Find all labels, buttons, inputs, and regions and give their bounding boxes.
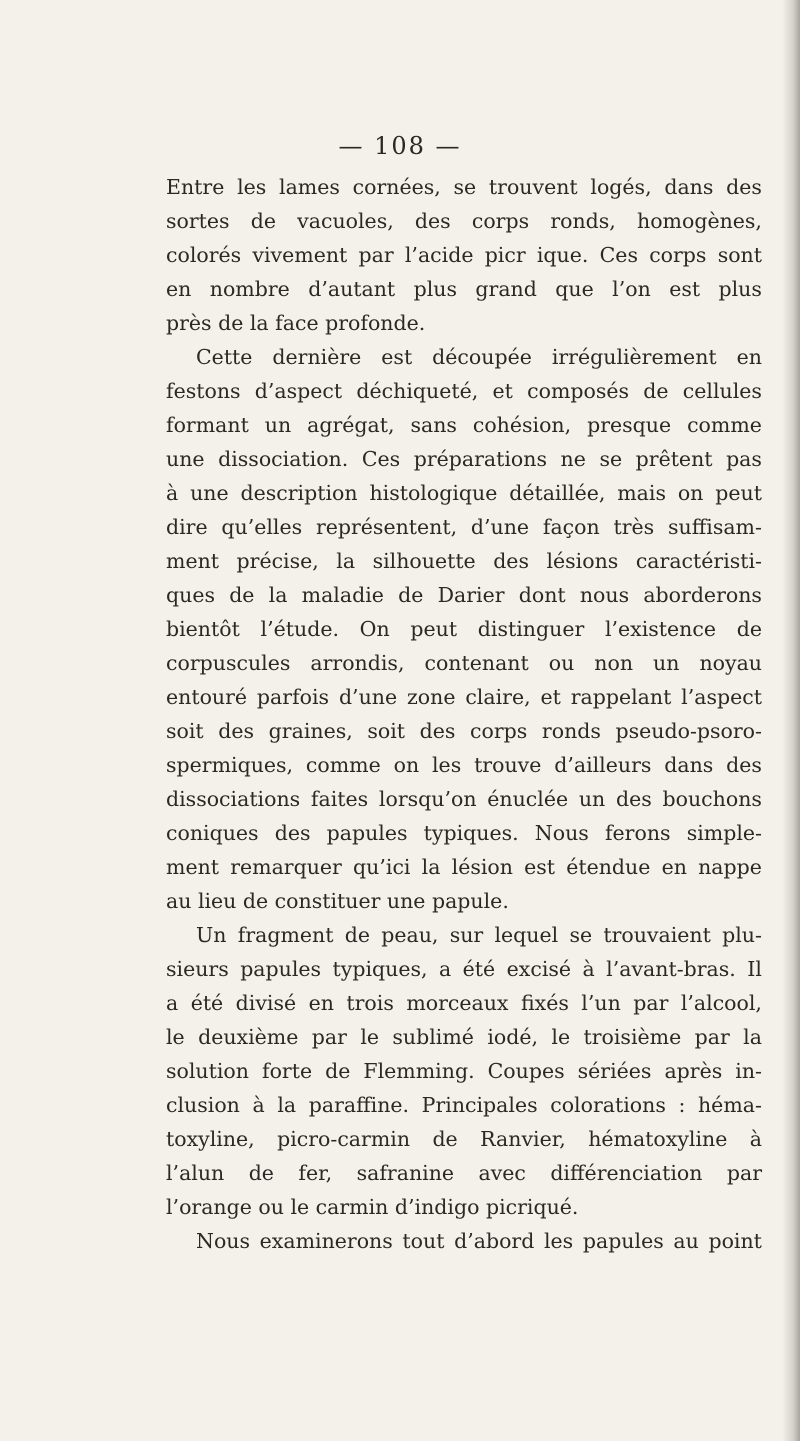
word: nous xyxy=(579,583,630,607)
word: Flemming. xyxy=(363,1059,475,1083)
page-number: — 108 — xyxy=(338,132,462,160)
word: Nous xyxy=(196,1229,251,1253)
word: ronds, xyxy=(550,209,616,233)
word: des xyxy=(726,175,762,199)
word: l’étude. xyxy=(260,617,339,641)
word: est xyxy=(381,345,413,369)
word: dissociations xyxy=(166,787,301,811)
text-line xyxy=(166,816,762,850)
text-line xyxy=(166,646,762,680)
word: l’existence xyxy=(604,617,716,641)
word: de xyxy=(643,379,669,403)
word: trouvaient xyxy=(603,923,711,947)
word: étendue xyxy=(566,855,651,879)
word: safranine xyxy=(356,1161,455,1185)
word: homogènes, xyxy=(637,209,762,233)
word: les xyxy=(543,1229,574,1253)
word: suffisam- xyxy=(667,515,762,539)
word: distinguer xyxy=(477,617,585,641)
text-line xyxy=(166,986,762,1020)
word: précise, xyxy=(236,549,319,573)
word: parfois xyxy=(256,685,330,709)
text-line: au lieu de constituer une papule. xyxy=(166,889,509,913)
word: lésion xyxy=(451,855,513,879)
word: des xyxy=(615,787,652,811)
text-line xyxy=(166,680,762,714)
word: solution xyxy=(166,1059,249,1083)
word: de xyxy=(398,583,424,607)
word: par xyxy=(726,1161,762,1185)
word: à xyxy=(749,1127,762,1151)
word: ronds xyxy=(541,719,601,743)
page-edge-shadow xyxy=(782,0,800,1441)
word: le xyxy=(551,1025,571,1049)
word: ferons xyxy=(604,821,671,845)
word: on xyxy=(677,481,704,505)
text-line xyxy=(166,476,762,510)
word: été xyxy=(190,991,224,1015)
word: bouchons xyxy=(662,787,762,811)
word: Il xyxy=(747,957,762,981)
text-line xyxy=(166,170,762,204)
word: qu’ici xyxy=(353,855,411,879)
word: des xyxy=(274,821,311,845)
word: de xyxy=(432,1127,458,1151)
word: Ces xyxy=(599,243,638,267)
word: la xyxy=(743,1025,762,1049)
word: papules xyxy=(326,821,408,845)
word: peut xyxy=(715,481,762,505)
word: est xyxy=(524,855,556,879)
word: dernière xyxy=(272,345,362,369)
word: excisé xyxy=(506,957,572,981)
word: noyau xyxy=(699,651,762,675)
word: les xyxy=(237,175,267,199)
word: un xyxy=(578,787,606,811)
word: ment xyxy=(166,549,220,573)
word: été xyxy=(462,957,496,981)
word: au xyxy=(673,1229,699,1253)
word: plus xyxy=(718,277,762,301)
word: d’autant xyxy=(308,277,396,301)
word: et xyxy=(492,379,513,403)
word: l’aspect xyxy=(681,685,762,709)
word: ment xyxy=(166,855,220,879)
word: sont xyxy=(717,243,762,267)
word: graines, xyxy=(268,719,353,743)
word: non xyxy=(594,651,634,675)
word: le xyxy=(360,1025,380,1049)
word: une xyxy=(190,481,229,505)
text-line xyxy=(166,612,762,646)
word: énuclée xyxy=(487,787,569,811)
text-line xyxy=(166,408,762,442)
word: zone xyxy=(406,685,456,709)
word: de xyxy=(229,583,255,607)
word: divisé xyxy=(235,991,297,1015)
word: des xyxy=(218,719,255,743)
word: bientôt xyxy=(166,617,240,641)
text-line xyxy=(166,374,762,408)
word: lorsqu’on xyxy=(378,787,477,811)
word: lequel xyxy=(494,923,559,947)
word: trouve xyxy=(474,753,542,777)
text-line xyxy=(166,1224,762,1258)
word: l’alcool, xyxy=(680,991,762,1015)
word: corps xyxy=(649,243,707,267)
word: silhouette xyxy=(372,549,476,573)
word: en xyxy=(736,345,762,369)
word: clusion xyxy=(166,1093,240,1117)
word: coniques xyxy=(166,821,259,845)
word: sortes xyxy=(166,209,230,233)
text-line xyxy=(166,1020,762,1054)
word: ique. xyxy=(536,243,589,267)
word: : xyxy=(678,1093,686,1117)
word: colorés xyxy=(166,243,242,267)
word: paraffine. xyxy=(308,1093,410,1117)
word: la xyxy=(277,1093,297,1117)
text-line xyxy=(166,850,762,884)
word: contenant xyxy=(424,651,529,675)
word: la xyxy=(268,583,288,607)
word: à xyxy=(582,957,595,981)
word: pas xyxy=(726,447,762,471)
word: prêtent xyxy=(635,447,713,471)
word: par xyxy=(311,1025,347,1049)
word: typiques, xyxy=(332,957,428,981)
word: trouvent xyxy=(488,175,578,199)
text-line xyxy=(166,918,762,952)
word: se xyxy=(599,447,623,471)
text-line xyxy=(166,782,762,816)
word: composés xyxy=(527,379,630,403)
word: plu- xyxy=(722,923,762,947)
word: deuxième xyxy=(198,1025,299,1049)
word: qu’elles xyxy=(221,515,303,539)
word: en xyxy=(308,991,334,1015)
word: Ranvier, xyxy=(480,1127,566,1151)
word: corps xyxy=(471,209,530,233)
word: dans xyxy=(664,753,714,777)
word: lésions xyxy=(546,549,619,573)
word: sublimé xyxy=(392,1025,474,1049)
text-line xyxy=(166,714,762,748)
word: on xyxy=(393,753,420,777)
word: des xyxy=(414,209,451,233)
word: Nous xyxy=(534,821,589,845)
word: plus xyxy=(413,277,457,301)
word: toxyline, xyxy=(166,1127,255,1151)
word: entouré xyxy=(166,685,248,709)
word: peau, xyxy=(381,923,439,947)
text-line xyxy=(166,272,762,306)
word: nappe xyxy=(698,855,762,879)
word: pseudo-psoro- xyxy=(615,719,762,743)
word: grand xyxy=(475,277,537,301)
word: maladie xyxy=(301,583,384,607)
text-line xyxy=(166,1088,762,1122)
word: cellules xyxy=(682,379,762,403)
word: des xyxy=(726,753,762,777)
word: remarquer xyxy=(230,855,342,879)
word: des xyxy=(419,719,456,743)
word: Un xyxy=(196,923,227,947)
word: en xyxy=(661,855,687,879)
word: simple- xyxy=(686,821,762,845)
word: soit xyxy=(367,719,406,743)
word: vacuoles, xyxy=(297,209,394,233)
word: un xyxy=(653,651,680,675)
word: ou xyxy=(548,651,575,675)
word: détaillée, xyxy=(509,481,606,505)
word: Ces xyxy=(361,447,401,471)
word: peut xyxy=(410,617,458,641)
word: se xyxy=(569,923,593,947)
word: a xyxy=(166,991,179,1015)
word: examinerons xyxy=(259,1229,393,1253)
word: d’une xyxy=(470,515,530,539)
word: de xyxy=(248,1161,274,1185)
text-line xyxy=(166,204,762,238)
word: comme xyxy=(687,413,762,437)
text-line xyxy=(166,442,762,476)
word: typiques. xyxy=(423,821,519,845)
word: mais xyxy=(617,481,666,505)
word: Principales xyxy=(421,1093,538,1117)
word: ne xyxy=(560,447,586,471)
word: sieurs xyxy=(166,957,229,981)
word: différenciation xyxy=(550,1161,703,1185)
word: logés, xyxy=(590,175,652,199)
body-text xyxy=(166,170,762,1258)
word: héma- xyxy=(697,1093,762,1117)
word: arrondis, xyxy=(310,651,405,675)
word: colorations xyxy=(550,1093,666,1117)
word: nombre xyxy=(209,277,290,301)
word: se xyxy=(453,175,477,199)
word: corps xyxy=(470,719,528,743)
word: cornées, xyxy=(352,175,441,199)
word: formant xyxy=(166,413,249,437)
word: par xyxy=(358,243,394,267)
word: picro-carmin xyxy=(277,1127,411,1151)
word: à xyxy=(252,1093,265,1117)
word: de xyxy=(325,1059,351,1083)
word: comme xyxy=(305,753,381,777)
word: un xyxy=(264,413,292,437)
word: l’on xyxy=(612,277,651,301)
text-line xyxy=(166,578,762,612)
word: troisième xyxy=(583,1025,682,1049)
word: claire, xyxy=(465,685,531,709)
word: caractéristi- xyxy=(635,549,762,573)
word: par xyxy=(633,991,669,1015)
word: fer, xyxy=(298,1161,333,1185)
word: est xyxy=(669,277,701,301)
word: forte xyxy=(261,1059,313,1083)
word: dissociation. xyxy=(218,447,349,471)
word: par xyxy=(694,1025,730,1049)
text-line xyxy=(166,340,762,374)
word: de xyxy=(344,923,370,947)
word: l’un xyxy=(581,991,621,1015)
word: picr xyxy=(484,243,526,267)
word: papules xyxy=(240,957,322,981)
word: façon xyxy=(542,515,600,539)
word: sur xyxy=(449,923,484,947)
word: presque xyxy=(587,413,672,437)
word: fragment xyxy=(237,923,334,947)
word: à xyxy=(166,481,179,505)
word: On xyxy=(359,617,390,641)
word: la xyxy=(421,855,441,879)
text-line xyxy=(166,544,762,578)
word: de xyxy=(250,209,276,233)
word: le xyxy=(166,1025,185,1049)
word: aborderons xyxy=(643,583,762,607)
word: représentent, xyxy=(315,515,458,539)
text-line xyxy=(166,1156,762,1190)
text-line: l’orange ou le carmin d’indigo picriqué. xyxy=(166,1195,579,1219)
word: en xyxy=(166,277,192,301)
word: point xyxy=(708,1229,762,1253)
word: découpée xyxy=(432,345,532,369)
word: rappelant xyxy=(570,685,672,709)
word: ques xyxy=(166,583,215,607)
word: et xyxy=(540,685,561,709)
word: histologique xyxy=(369,481,498,505)
text-line xyxy=(166,238,762,272)
word: trois xyxy=(346,991,394,1015)
word: a xyxy=(438,957,452,981)
word: l’avant-bras. xyxy=(606,957,736,981)
word: agrégat, xyxy=(307,413,395,437)
word: Cette xyxy=(196,345,253,369)
word: d’ailleurs xyxy=(554,753,652,777)
word: l’alun xyxy=(166,1161,225,1185)
word: dire xyxy=(166,515,208,539)
word: d’abord xyxy=(454,1229,535,1253)
word: hématoxyline xyxy=(588,1127,728,1151)
word: déchiqueté, xyxy=(356,379,479,403)
word: lames xyxy=(279,175,340,199)
word: faites xyxy=(310,787,369,811)
word: d’une xyxy=(338,685,398,709)
word: une xyxy=(166,447,205,471)
text-line xyxy=(166,748,762,782)
word: iodé, xyxy=(487,1025,538,1049)
word: Darier xyxy=(437,583,505,607)
text-line xyxy=(166,1054,762,1088)
text-line xyxy=(166,1122,762,1156)
text-line: près de la face profonde. xyxy=(166,311,426,335)
word: soit xyxy=(166,719,204,743)
word: très xyxy=(613,515,655,539)
text-line xyxy=(166,952,762,986)
word: Entre xyxy=(166,175,225,199)
word: fixés xyxy=(520,991,569,1015)
word: cohésion, xyxy=(472,413,572,437)
word: dans xyxy=(664,175,714,199)
word: la xyxy=(336,549,356,573)
word: de xyxy=(736,617,762,641)
word: dont xyxy=(518,583,566,607)
word: vivement xyxy=(252,243,348,267)
word: Coupes xyxy=(487,1059,565,1083)
text-line xyxy=(166,510,762,544)
word: préparations xyxy=(413,447,547,471)
word: spermiques, xyxy=(166,753,294,777)
word: description xyxy=(240,481,358,505)
word: sans xyxy=(410,413,457,437)
word: sériées xyxy=(577,1059,652,1083)
word: corpuscules xyxy=(166,651,291,675)
word: papules xyxy=(582,1229,664,1253)
word: in- xyxy=(735,1059,762,1083)
word: d’aspect xyxy=(254,379,343,403)
word: des xyxy=(493,549,529,573)
word: festons xyxy=(166,379,241,403)
word: tout xyxy=(402,1229,445,1253)
word: que xyxy=(555,277,594,301)
word: irrégulièrement xyxy=(551,345,717,369)
word: avec xyxy=(478,1161,526,1185)
word: l’acide xyxy=(404,243,474,267)
word: les xyxy=(432,753,462,777)
word: morceaux xyxy=(406,991,509,1015)
word: après xyxy=(664,1059,723,1083)
